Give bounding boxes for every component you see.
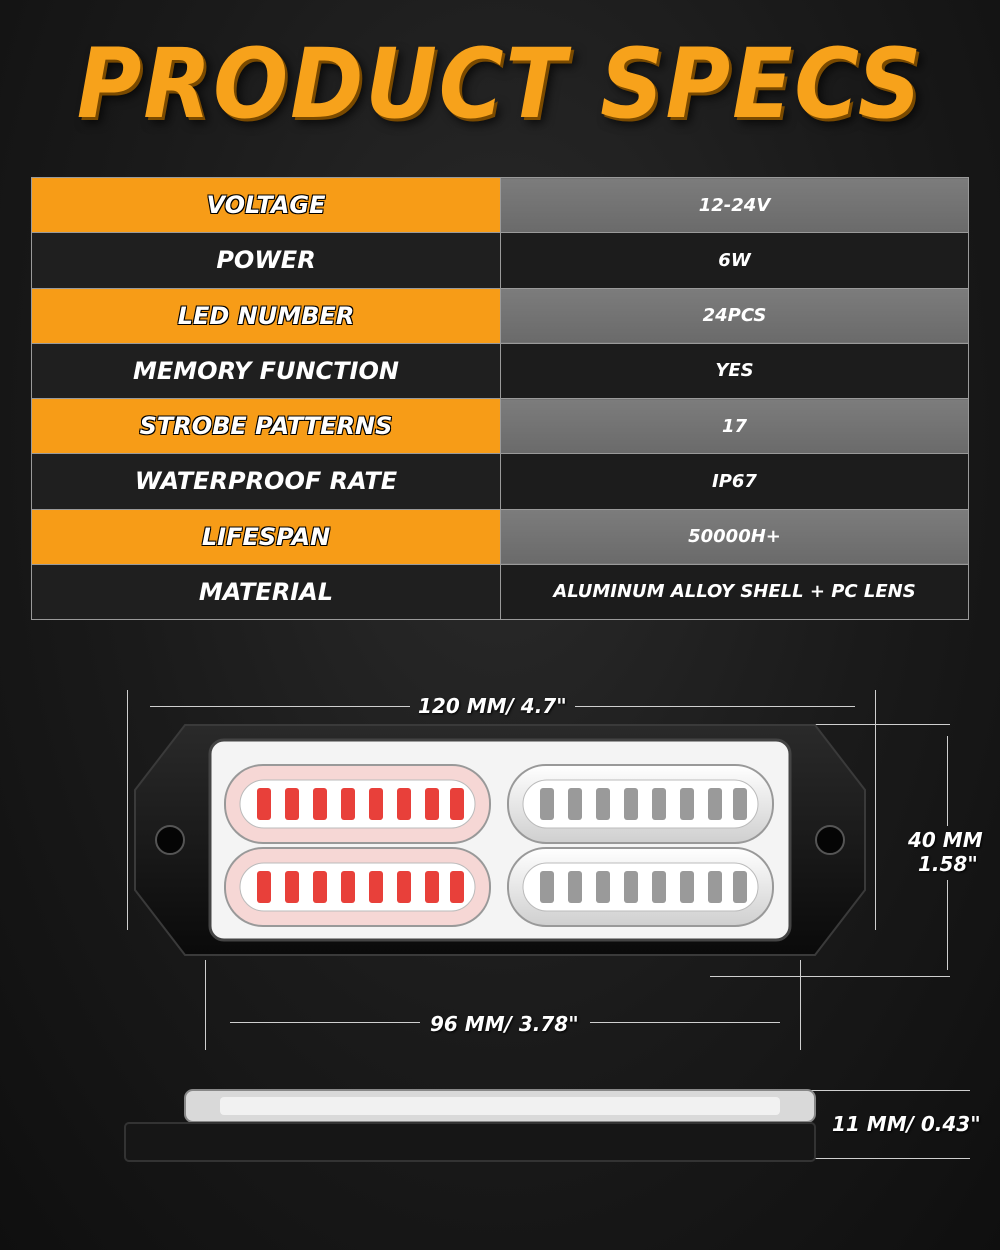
spec-value: 6W [501, 233, 969, 288]
thickness-label: 11 MM/ 0.43" [832, 1112, 981, 1136]
spec-label: MEMORY FUNCTION [32, 343, 501, 398]
dim-line [230, 1022, 420, 1023]
height-label-mm: 40 MM [908, 828, 983, 852]
spec-value: ALUMINUM ALLOY SHELL + PC LENS [501, 564, 969, 619]
spec-value: 24PCS [501, 288, 969, 343]
spec-label: VOLTAGE [32, 178, 501, 233]
dim-line [150, 706, 410, 707]
spec-value: 12-24V [501, 178, 969, 233]
spec-row [32, 288, 969, 343]
spec-label: POWER [32, 233, 501, 288]
spec-row [32, 343, 969, 398]
white-led-module-bottom [508, 848, 773, 926]
inner-length-label: 96 MM/ 3.78" [430, 1012, 579, 1036]
page-title: PRODUCT SPECS [76, 28, 924, 140]
spec-row [32, 233, 969, 288]
specs-table [31, 177, 969, 620]
spec-label: MATERIAL [32, 564, 501, 619]
spec-row [32, 564, 969, 619]
dim-line [947, 880, 948, 970]
spec-value: 17 [501, 399, 969, 454]
spec-label: STROBE PATTERNS [32, 399, 501, 454]
dim-line [875, 690, 876, 930]
dim-line [575, 706, 855, 707]
spec-row [32, 454, 969, 509]
red-led-module-top [225, 765, 490, 843]
spec-row [32, 399, 969, 454]
spec-row [32, 509, 969, 564]
spec-label: LED NUMBER [32, 288, 501, 343]
device-side-view [120, 1085, 820, 1165]
white-led-module-top [508, 765, 773, 843]
spec-value: IP67 [501, 454, 969, 509]
spec-value: YES [501, 343, 969, 398]
spec-value: 50000H+ [501, 509, 969, 564]
dim-line [947, 736, 948, 826]
spec-label: WATERPROOF RATE [32, 454, 501, 509]
red-led-module-bottom [225, 848, 490, 926]
dim-line [590, 1022, 780, 1023]
spec-row [32, 178, 969, 233]
length-label: 120 MM/ 4.7" [418, 694, 567, 718]
height-label-in: 1.58" [918, 852, 978, 876]
device-front-view [125, 720, 875, 980]
spec-label: LIFESPAN [32, 509, 501, 564]
